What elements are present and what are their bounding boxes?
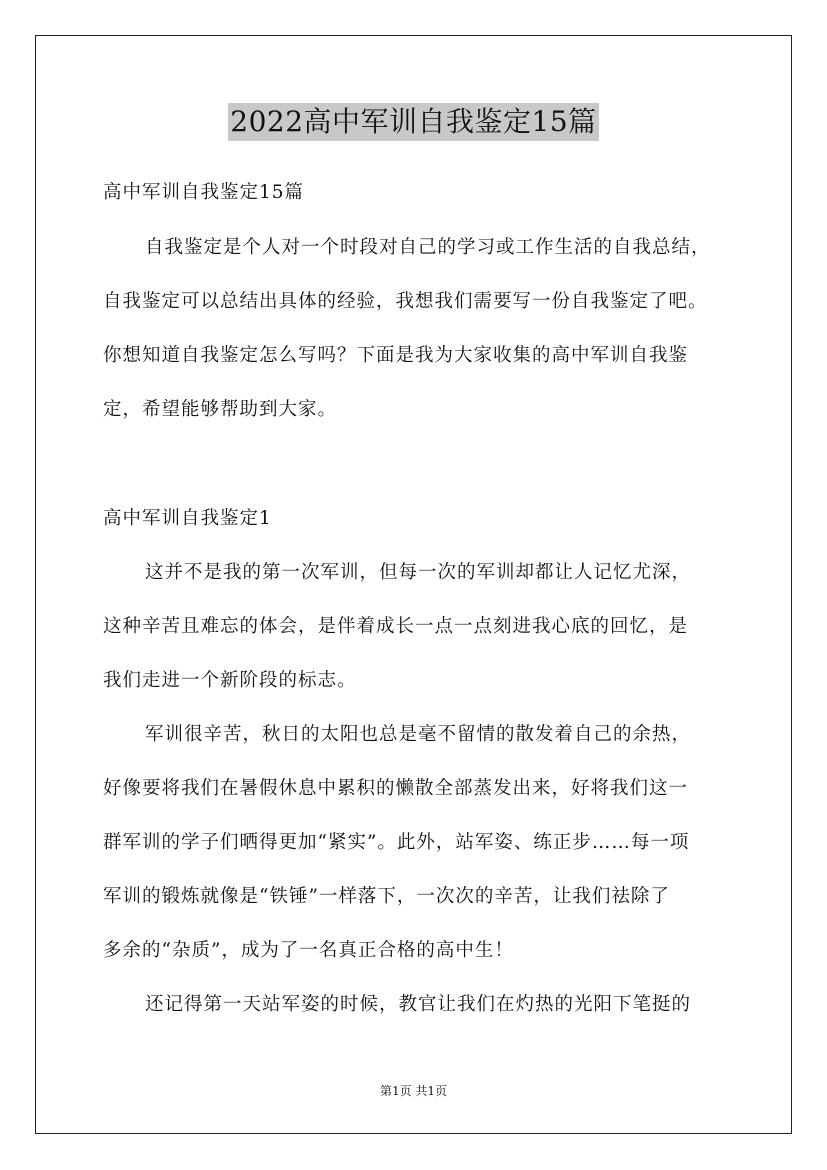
paragraph-line: 这并不是我的第一次军训，但每一次的军训却都让人记忆尤深，: [145, 562, 692, 583]
document-title-wrapper: [0, 103, 827, 141]
paragraph-line: 还记得第一天站军姿的时候，教官让我们在灼热的光阳下笔挺的: [145, 994, 692, 1015]
paragraph-line: 多余的“杂质”，成为了一名真正合格的高中生！: [103, 940, 514, 961]
paragraph-line: 你想知道自我鉴定怎么写吗？下面是我为大家收集的高中军训自我鉴: [103, 345, 689, 366]
page-footer: 第1页 共1页: [379, 1084, 448, 1098]
document-title: 2022高中军训自我鉴定15篇: [228, 103, 598, 141]
paragraph-line: 定，希望能够帮助到大家。: [103, 399, 338, 420]
section-heading: 高中军训自我鉴定1: [103, 508, 272, 529]
paragraph-line: 军训的锻炼就像是“铁锤”一样落下，一次次的辛苦，让我们祛除了: [103, 886, 670, 907]
paragraph-line: 好像要将我们在暑假休息中累积的懒散全部蒸发出来，好将我们这一: [103, 778, 689, 799]
paragraph-line: 自我鉴定是个人对一个时段对自己的学习或工作生活的自我总结，: [145, 237, 711, 258]
paragraph-line: 我们走进一个新阶段的标志。: [103, 670, 357, 691]
paragraph-line: 群军训的学子们晒得更加“紧实”。此外，站军姿、练正步……每一项: [103, 832, 690, 853]
paragraph-line: 自我鉴定可以总结出具体的经验，我想我们需要写一份自我鉴定了吧。: [103, 291, 708, 312]
paragraph-line: 军训很辛苦，秋日的太阳也总是毫不留情的散发着自己的余热，: [145, 724, 692, 745]
paragraph-line: 这种辛苦且难忘的体会，是伴着成长一点一点刻进我心底的回忆，是: [103, 616, 689, 637]
subtitle-line: 高中军训自我鉴定15篇: [103, 182, 305, 203]
